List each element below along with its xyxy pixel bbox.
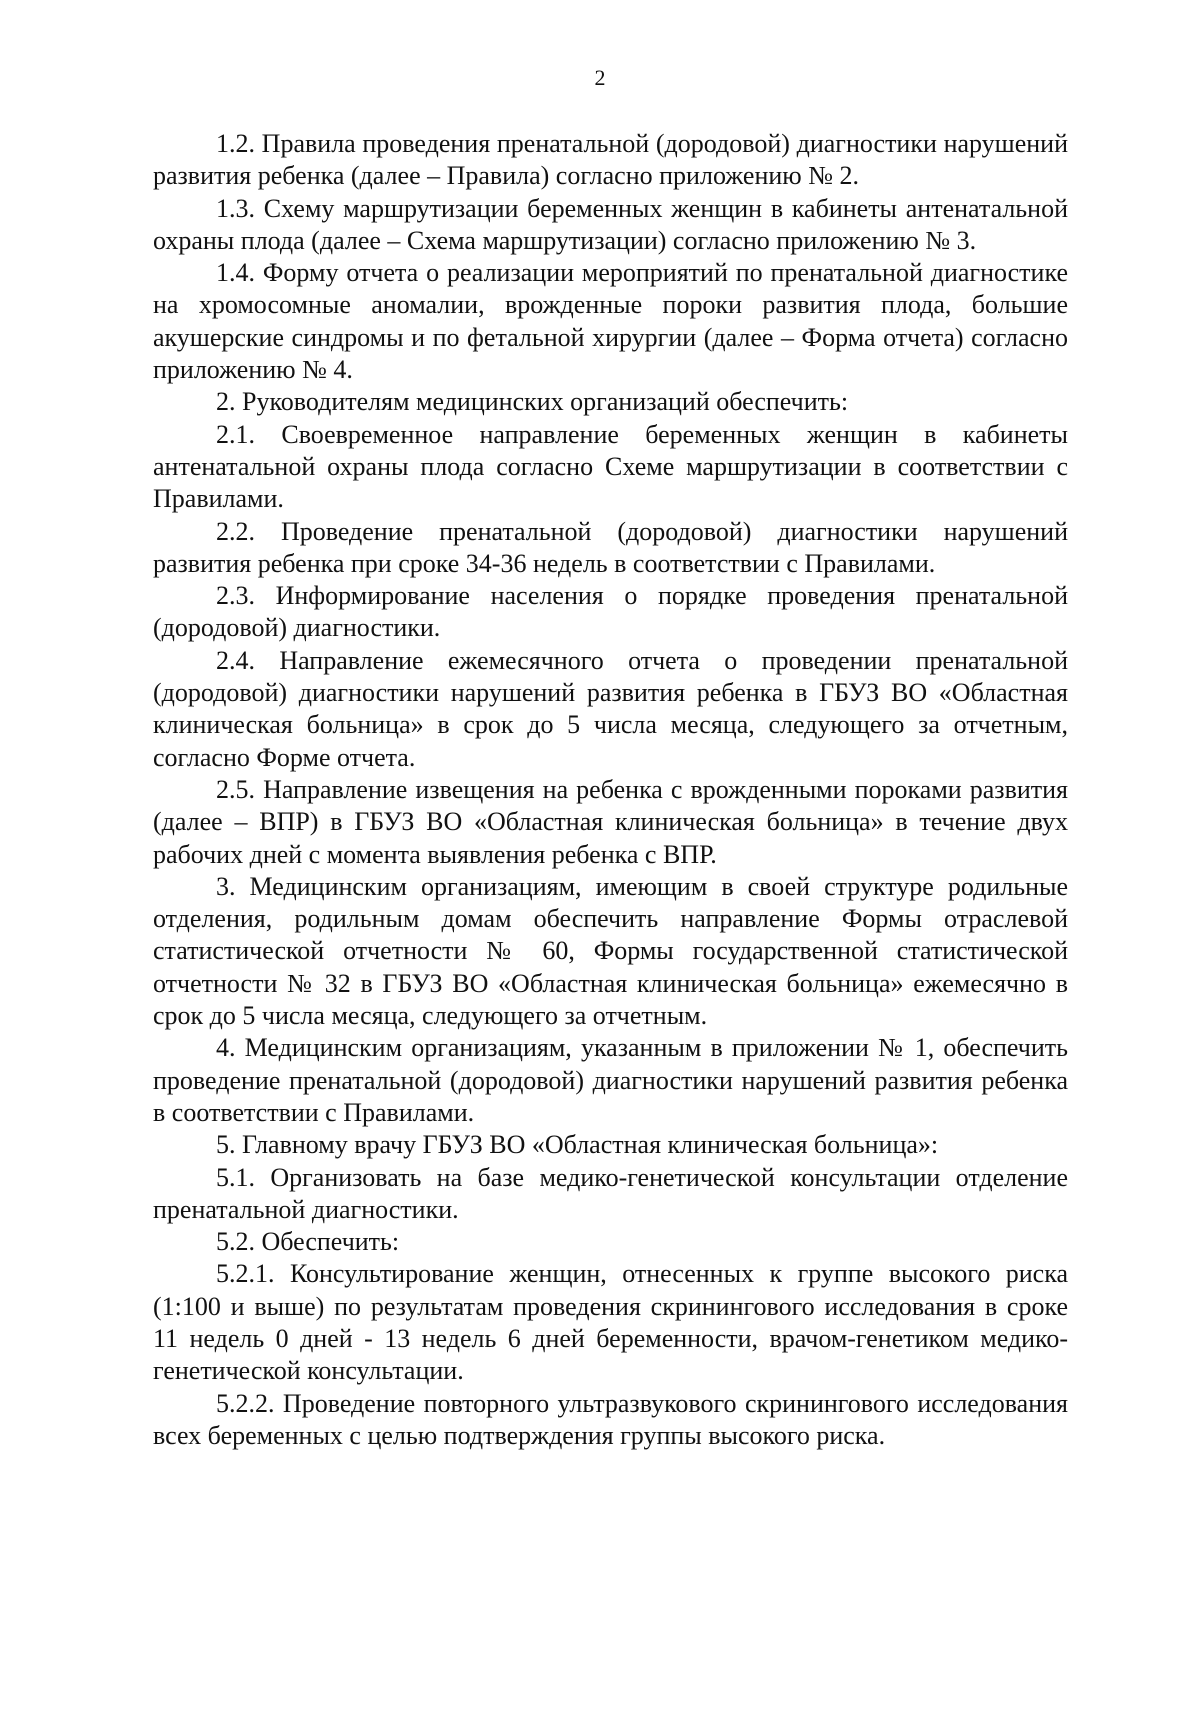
page-number: 2: [594, 65, 606, 90]
document-body: [153, 128, 1068, 1452]
paragraph-2-4: 2.4. Направление ежемесячного отчета о проведении пренатальной (дородовой) диагностики нарушений развития ребенка в ГБУЗ ВО «Областная клиническая больница» в срок до 5 числа месяца, следующего за отчетным, согласно Форме отчета.: [153, 645, 1068, 772]
paragraph-2-5: 2.5. Направление извещения на ребенка с врожденными пороками развития (далее – ВПР) в ГБУЗ ВО «Областная клиническая больница» в течение двух рабочих дней с момента выявления ребенка с ВПР.: [153, 774, 1068, 869]
paragraph-1-3: 1.3. Схему маршрутизации беременных женщин в кабинеты антенатальной охраны плода (далее – Схема маршрутизации) согласно приложению № 3.: [153, 193, 1068, 255]
paragraph-5-2-2: 5.2.2. Проведение повторного ультразвукового скринингового исследования всех беременных с целью подтверждения группы высокого риска.: [153, 1388, 1068, 1450]
paragraph-3: 3. Медицинским организациям, имеющим в своей структуре родильные отделения, родильным домам обеспечить направление Формы отраслевой статистической отчетности № 60, Формы государственной статистической отчетности № 32 в ГБУЗ ВО «Областная клиническая больница» ежемесячно в срок до 5 числа месяца, следующего за отчетным.: [153, 871, 1068, 1031]
paragraph-5-2: 5.2. Обеспечить:: [216, 1227, 400, 1257]
paragraph-5-1: 5.1. Организовать на базе медико-генетической консультации отделение пренатальной диагностики.: [153, 1162, 1068, 1224]
paragraph-2: 2. Руководителям медицинских организаций обеспечить:: [216, 387, 849, 417]
paragraph-1-4: 1.4. Форму отчета о реализации мероприятий по пренатальной диагностике на хромосомные аномалии, врожденные пороки развития плода, большие акушерские синдромы и по фетальной хирургии (далее – Форма отчета) согласно приложению № 4.: [153, 258, 1068, 385]
paragraph-2-3: 2.3. Информирование населения о порядке проведения пренатальной (дородовой) диагностики.: [153, 581, 1068, 643]
paragraph-4: 4. Медицинским организациям, указанным в приложении № 1, обеспечить проведение пренатальной (дородовой) диагностики нарушений развития ребенка в соответствии с Правилами.: [153, 1033, 1068, 1127]
paragraph-2-2: 2.2. Проведение пренатальной (дородовой) диагностики нарушений развития ребенка при сроке 34-36 недель в соответствии с Правилами.: [153, 516, 1068, 578]
paragraph-1-2: 1.2. Правила проведения пренатальной (дородовой) диагностики нарушений развития ребенка (далее – Правила) согласно приложению № 2.: [153, 129, 1068, 191]
paragraph-5-2-1: 5.2.1. Консультирование женщин, отнесенных к группе высокого риска (1:100 и выше) по результатам проведения скринингового исследования в сроке 11 недель 0 дней - 13 недель 6 дней беременности, врачом-генетиком медико-генетической консультации.: [153, 1259, 1068, 1386]
paragraph-5: 5. Главному врачу ГБУЗ ВО «Областная клиническая больница»:: [216, 1130, 939, 1160]
paragraph-2-1: 2.1. Своевременное направление беременных женщин в кабинеты антенатальной охраны плода согласно Схеме маршрутизации в соответствии с Правилами.: [153, 419, 1068, 514]
